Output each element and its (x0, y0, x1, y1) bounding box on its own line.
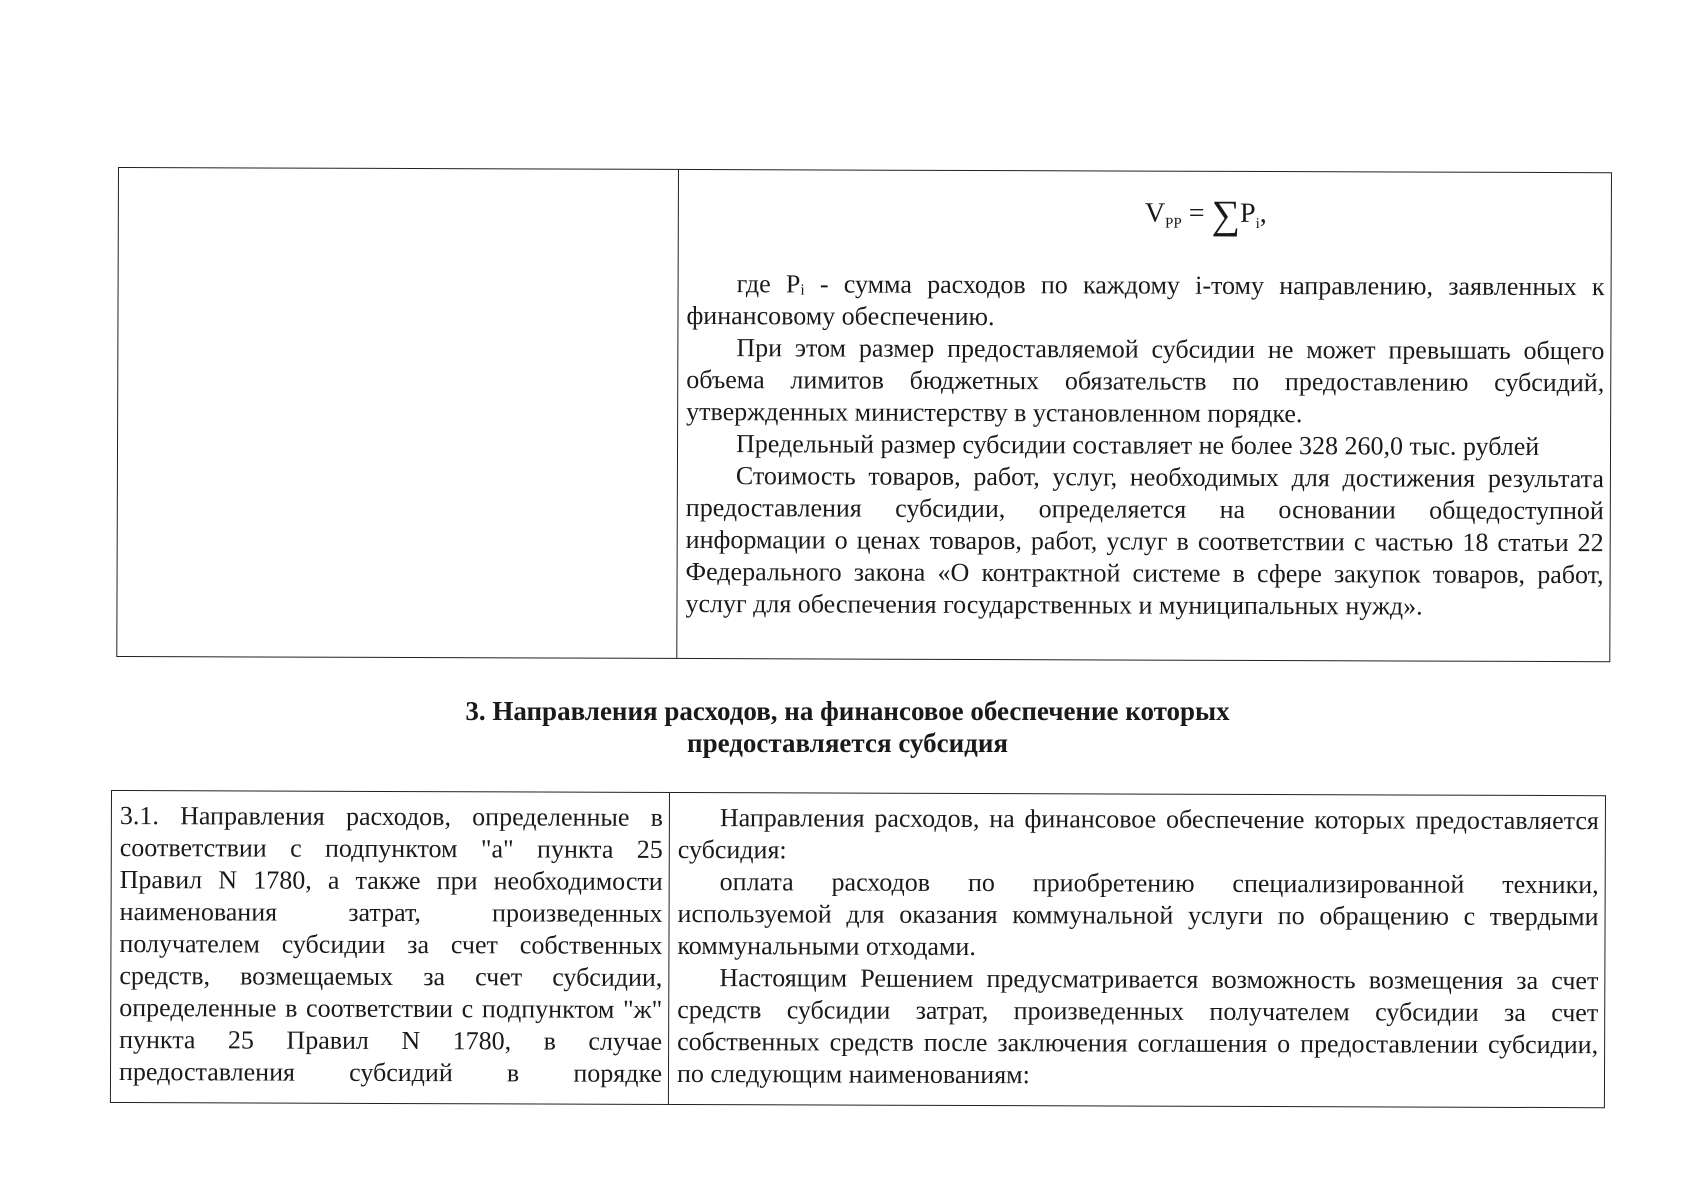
sum-formula (687, 190, 1605, 237)
paragraph-equipment-purchase: оплата расходов по приобретению специализированной техники, используемой для оказания коммунальной услуги по обращению с твердыми коммунальными отходами. (677, 867, 1599, 962)
bottom-table (110, 790, 1606, 1108)
section-heading (0, 695, 1695, 759)
formula-trailing: , (1259, 197, 1267, 230)
top-table-left-cell (117, 168, 679, 658)
formula-rhs: P (1240, 197, 1256, 229)
formula-lhs: V (1144, 197, 1166, 229)
paragraph-pi-definition: где Pᵢ - сумма расходов по каждому i-тому направлению, заявленных к финансовому обеспечению. (686, 269, 1605, 332)
paragraph-cost-basis: Стоимость товаров, работ, услуг, необходимых для достижения результата предоставления субсидии, определяется на основании общедоступной информации о ценах товаров, работ, услуг в соответствии с частью 18 статьи 22 Федерального закона «О контрактной системе в сфере закупок товаров, работ, услуг для обеспечения государственных и муниципальных нужд». (685, 461, 1604, 621)
sum-symbol: ∑ (1211, 191, 1241, 237)
section-heading-line1: 3. Направления расходов, на финансовое обеспечение которых (465, 696, 1230, 726)
formula-equals: = (1181, 197, 1212, 229)
bottom-table-right-cell (669, 793, 1605, 1107)
paragraph-reimbursement: Настоящим Решением предусматривается возможность возмещения за счет средств субсидии затрат, произведенных получателем субсидии за счет собственных средств после заключения соглашения о предоставлении субсидии, по следующим наименованиям: (676, 963, 1599, 1090)
bottom-table-left-cell (111, 791, 670, 1104)
paragraph-directions-intro: Направления расходов, на финансовое обеспечение которых предоставляется субсидия: (677, 803, 1599, 865)
item-3-1-text: 3.1. Направления расходов, определенные в соответствии с подпунктом "а" пункта 25 Правил N 1780, а также при необходимости наименования затрат, произведенных получателем субсидии за счет собственных средств, возмещаемых за счет субсидии, определенные в соответствии с подпунктом "ж" пункта 25 Правил N 1780, в случае предоставления субсидий в порядке (118, 801, 663, 1088)
section-heading-line2: предоставляется субсидия (687, 728, 1008, 758)
paragraph-max-subsidy: Предельный размер субсидии составляет не более 328 260,0 тыс. рублей (735, 429, 1540, 461)
top-table-right-cell (677, 170, 1611, 661)
formula-lhs-sub: PP (1165, 215, 1182, 232)
formula-rhs-sub: i (1255, 215, 1260, 232)
paragraph-subsidy-limit: При этом размер предоставляемой субсидии не может превышать общего объема лимитов бюджетных обязательств по предоставлению субсидий, утвержденных министерству в установленном порядке. (686, 333, 1605, 429)
top-table (116, 167, 1612, 662)
